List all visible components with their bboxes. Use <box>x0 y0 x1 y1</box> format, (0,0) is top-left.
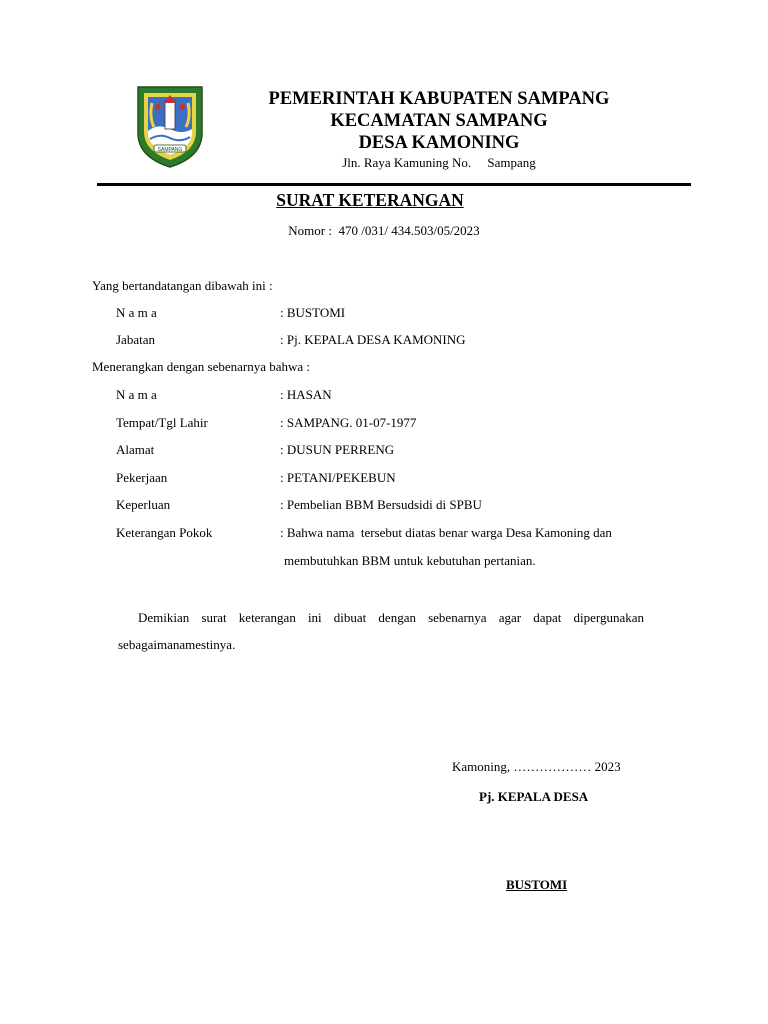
header-line-1: PEMERINTAH KABUPATEN SAMPANG <box>268 89 610 109</box>
intro-text: Yang bertandatangan dibawah ini : <box>92 278 273 293</box>
signer-label-name: N a m a <box>116 305 157 320</box>
emblem-text: SAMPANG <box>157 146 183 153</box>
closing-paragraph: Demikian surat keterangan ini dibuat dengan sebenarnya agar dapat dipergunakan sebagaimanamestinya. <box>118 610 644 652</box>
signer-value-name: : BUSTOMI <box>280 305 346 320</box>
subject-label-address: Alamat <box>116 442 155 457</box>
subject-value-name: : HASAN <box>280 387 332 402</box>
subject-value-remarks: : Bahwa nama tersebut diatas benar warga Desa Kamoning dan <box>280 525 612 540</box>
subject-value-address: : DUSUN PERRENG <box>280 442 395 457</box>
header-line-2: KECAMATAN SAMPANG <box>330 111 548 131</box>
subject-label-remarks: Keterangan Pokok <box>116 525 213 540</box>
signer-value-position: : Pj. KEPALA DESA KAMONING <box>280 332 466 347</box>
subject-value-purpose: : Pembelian BBM Bersudsidi di SPBU <box>280 497 482 512</box>
subject-label-name: N a m a <box>116 387 157 402</box>
statement-text: Menerangkan dengan sebenarnya bahwa : <box>92 359 311 374</box>
document-title: SURAT KETERANGAN <box>276 190 464 210</box>
subject-value-occupation: : PETANI/PEKEBUN <box>280 470 396 485</box>
signer-label-position: Jabatan <box>116 332 155 347</box>
signature-name: BUSTOMI <box>506 877 568 892</box>
header-line-3: DESA KAMONING <box>358 133 520 153</box>
subject-label-occupation: Pekerjaan <box>116 470 168 485</box>
subject-value-birth: : SAMPANG. 01-07-1977 <box>280 415 417 430</box>
subject-value-remarks-cont: membutuhkan BBM untuk kebutuhan pertanian. <box>284 553 536 568</box>
signature-place-date: Kamoning, ……………… 2023 <box>452 759 621 774</box>
header-address: Jln. Raya Kamuning No. Sampang <box>342 155 536 170</box>
signature-position: Pj. KEPALA DESA <box>479 789 589 804</box>
header-divider <box>97 183 691 186</box>
document-number: Nomor : 470 /031/ 434.503/05/2023 <box>288 223 480 238</box>
subject-label-birth: Tempat/Tgl Lahir <box>116 415 208 430</box>
subject-label-purpose: Keperluan <box>116 497 171 512</box>
